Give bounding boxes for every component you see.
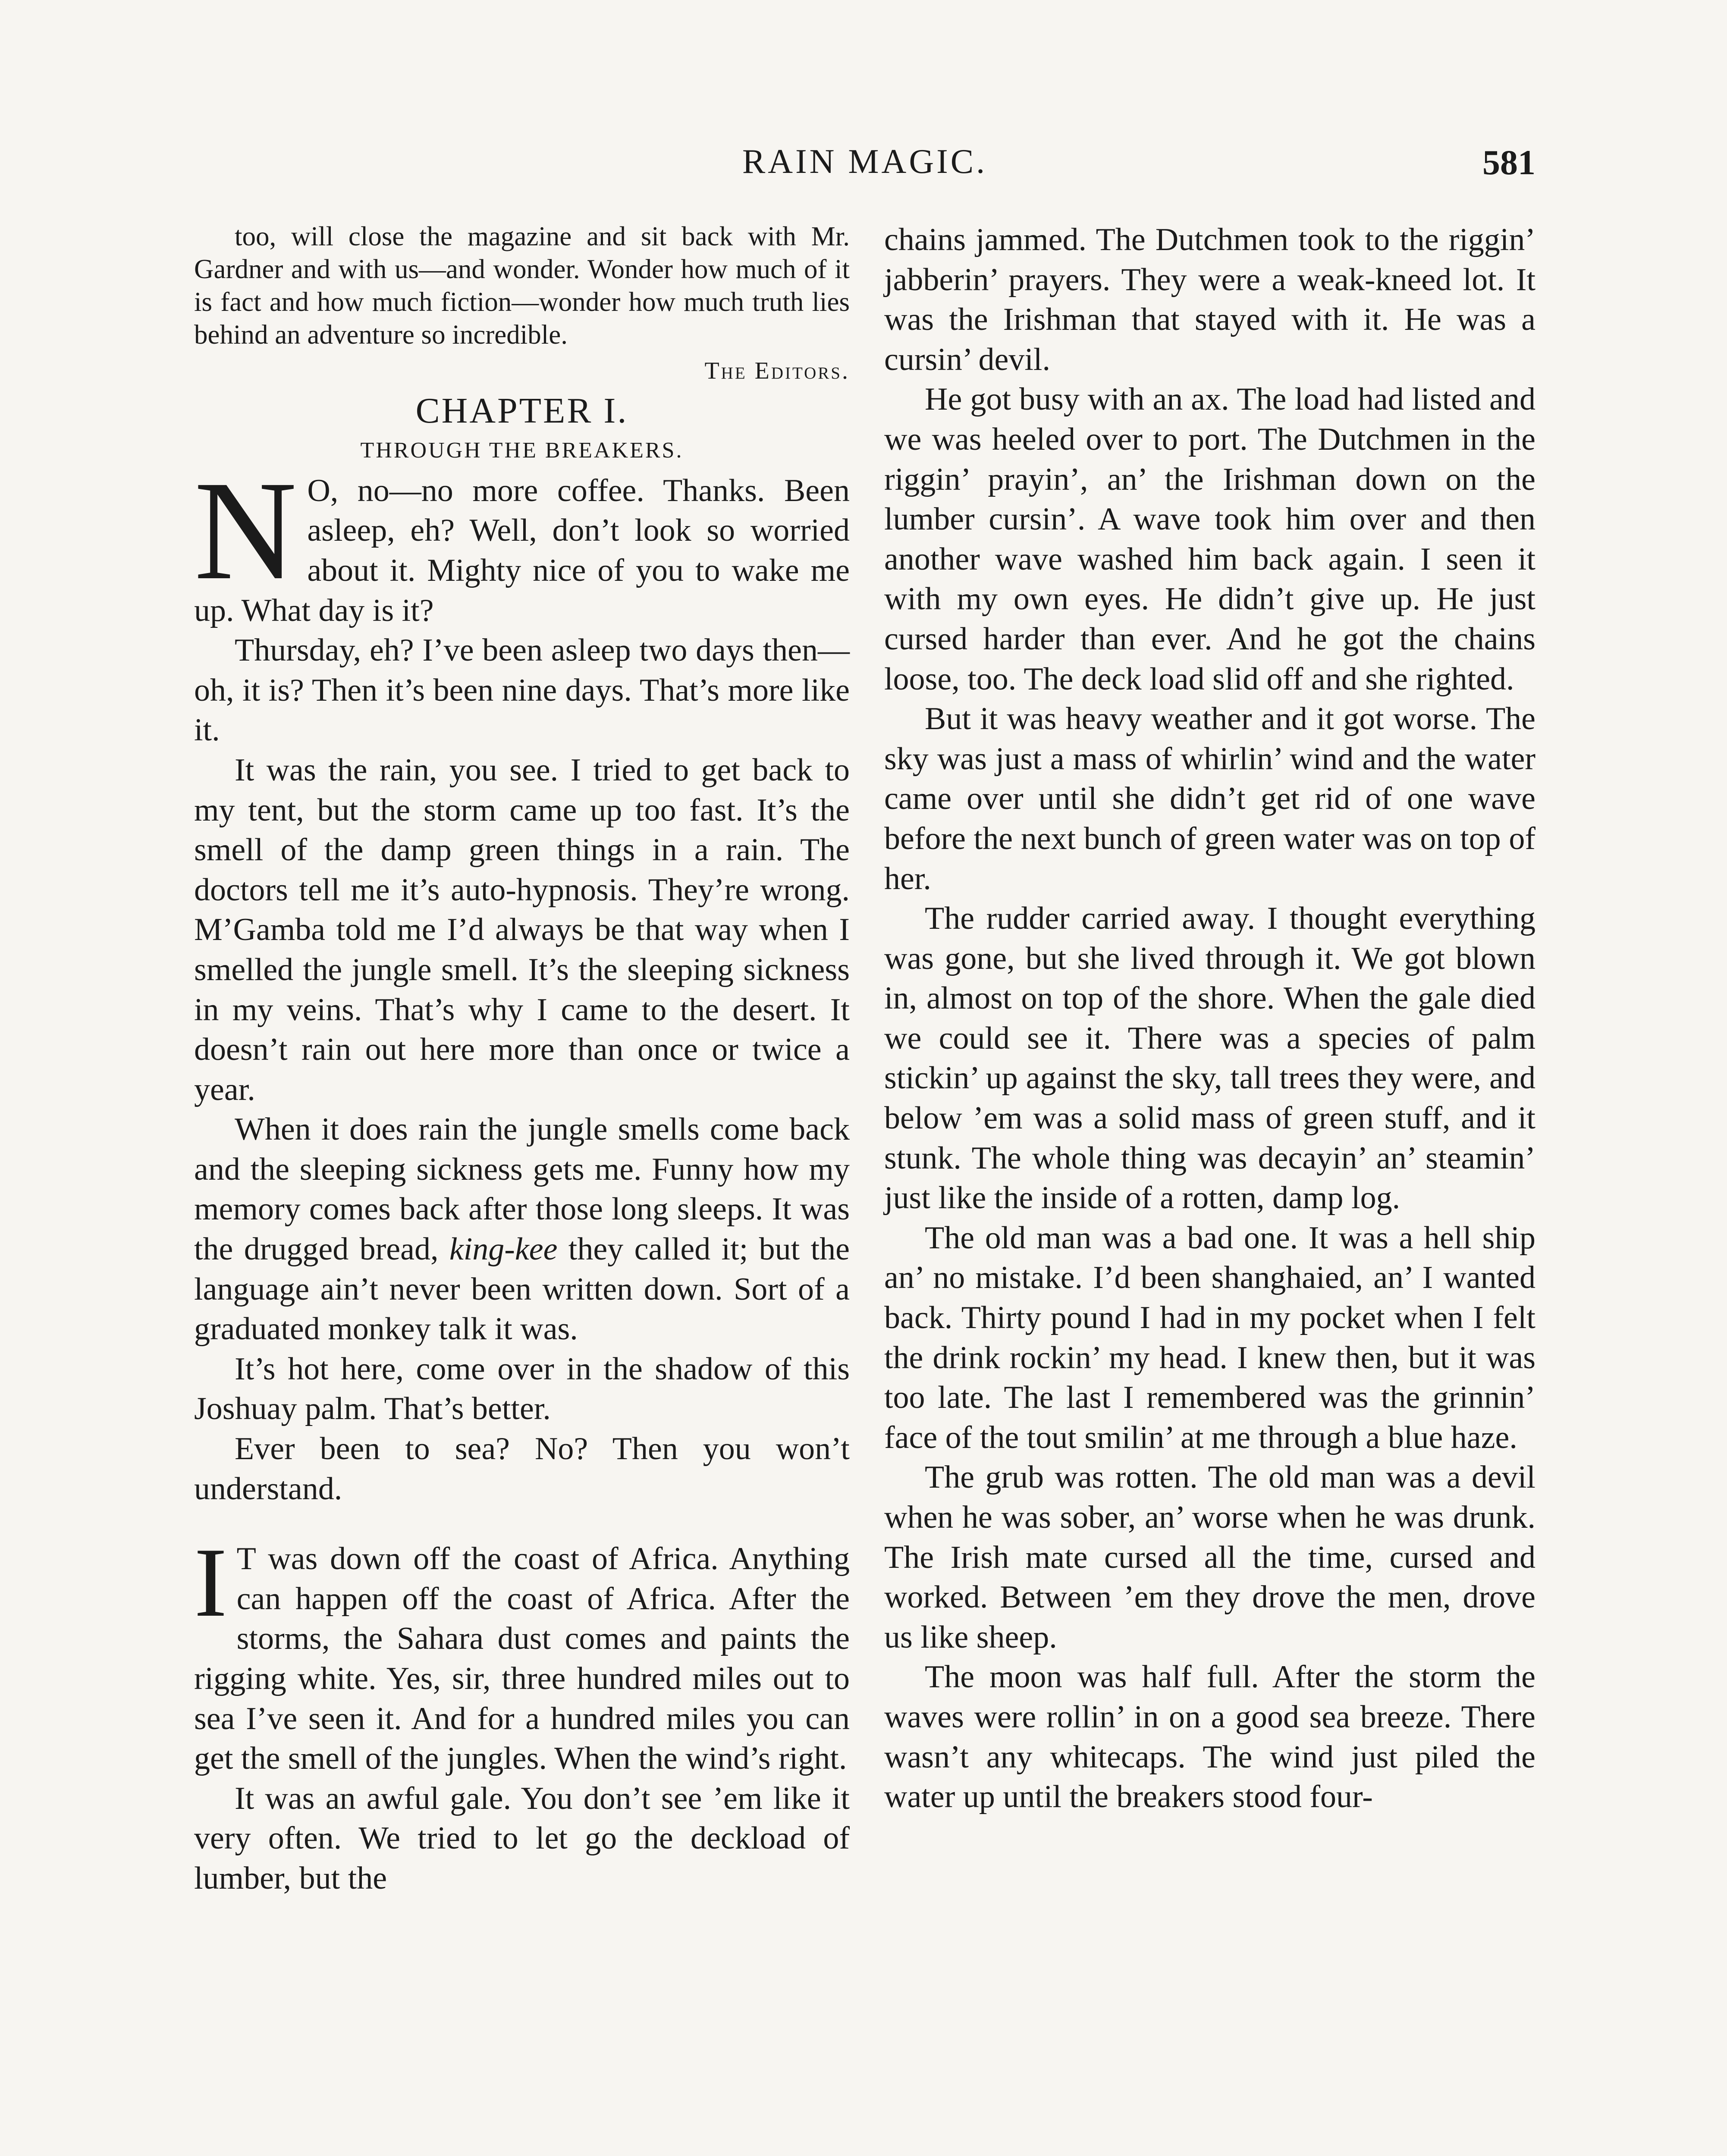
right-column	[884, 220, 1535, 1817]
paragraph-text: they called it; but the language ain’t never been written down. Sort of a graduated monkey talk it was.	[194, 1232, 850, 1347]
paragraph: chains jammed. The Dutchmen took to the riggin’ jabberin’ prayers. They were a weak-kneed lot. It was the Irishman that stayed with it. He was a cursin’ devil.	[884, 222, 1535, 377]
chapter-heading: CHAPTER I.	[415, 390, 628, 431]
paragraph	[194, 1109, 850, 1349]
section-break	[194, 1509, 850, 1539]
paragraph: The rudder carried away. I thought everything was gone, but she lived through it. We got blown in, almost on top of the shore. When the gale died we could see it. There was a species of palm stickin’ up against the sky, tall trees they were, and below ’em was a solid mass of green stuff, and it stunk. The whole thing was decayin’ an’ steamin’ just like the inside of a rotten, damp log.	[884, 901, 1535, 1216]
italic-term: king-kee	[449, 1232, 558, 1267]
paragraph: Ever been to sea? No? Then you won’t understand.	[194, 1431, 850, 1507]
paragraph	[194, 451, 850, 630]
running-title: RAIN MAGIC.	[742, 143, 988, 181]
drop-cap: I	[194, 1527, 227, 1638]
paragraph: It’s hot here, come over in the shadow of this Joshuay palm. That’s better.	[194, 1351, 850, 1427]
paragraph: The old man was a bad one. It was a hell ship an’ no mistake. I’d been shanghaied, an’ I wanted back. Thirty pound I had in my pocket when I felt the drink rockin’ my head. I knew then, but it was too late. The last I remembered was the grinnin’ face of the tout smilin’ at me through a blue haze.	[884, 1220, 1535, 1455]
paragraph: The moon was half full. After the storm the waves were rollin’ in on a good sea breeze. There wasn’t any whitecaps. The wind just piled the water up until the breakers stood four-	[884, 1659, 1535, 1815]
editors-note: too, will close the magazine and sit back with Mr. Gardner and with us—and wonder. Wonder how much of it is fact and how much fiction—wonder how much truth lies behind an adventure so incredible.	[194, 221, 850, 350]
paragraph: Thursday, eh? I’ve been asleep two days then—oh, it is? Then it’s been nine days. That’s more like it.	[194, 633, 850, 748]
running-header	[194, 142, 1535, 190]
drop-cap: N	[194, 451, 297, 609]
chapter-subtitle: THROUGH THE BREAKERS.	[360, 438, 684, 463]
paragraph: He got busy with an ax. The load had listed and we was heeled over to port. The Dutchmen in the riggin’ prayin’, an’ the Irishman down on the lumber cursin’. A wave took him over and then another wave washed him back again. I seen it with my own eyes. He didn’t give up. He just cursed harder than ever. And he got the chains loose, too. The deck load slid off and she righted.	[884, 382, 1535, 697]
paragraph: It was an awful gale. You don’t see ’em like it very often. We tried to let go the deckload of lumber, but the	[194, 1780, 850, 1896]
paragraph-text: O, no—no more coffee. Thanks. Been asleep, eh? Well, don’t look so worried about it. Mighty nice of you to wake me up. What day is it?	[194, 473, 850, 628]
paragraph: The grub was rotten. The old man was a devil when he was sober, an’ worse when he was drunk. The Irish mate cursed all the time, cursed and worked. Between ’em they drove the men, drove us like sheep.	[884, 1460, 1535, 1655]
paragraph: It was the rain, you see. I tried to get back to my tent, but the storm came up too fast. It’s the smell of the damp green things in a rain. The doctors tell me it’s auto-hypnosis. They’re wrong. M’Gamba told me I’d always be that way when I smelled the jungle smell. It’s the sleeping sickness in my veins. That’s why I came to the desert. It doesn’t rain out here more than once or twice a year.	[194, 752, 850, 1107]
editors-signature: The Editors.	[704, 357, 850, 384]
paragraph-text: T was down off the coast of Africa. Anything can happen off the coast of Africa. After the storms, the Sahara dust comes and paints the rigging white. Yes, sir, three hundred miles out to sea I’ve seen it. And for a hundred miles you can get the smell of the jungles. When the wind’s right.	[194, 1541, 850, 1777]
paragraph-text: When it does rain the jungle smells come back and the sleeping sickness gets me. Funny how my memory comes back after those long sleeps. It was the drugged bread,	[194, 1112, 850, 1267]
page-number: 581	[1482, 143, 1535, 182]
left-column	[194, 220, 850, 1899]
paragraph: But it was heavy weather and it got worse. The sky was just a mass of whirlin’ wind and the water came over until she didn’t get rid of one wave before the next bunch of green water was on top of her.	[884, 701, 1535, 896]
paragraph	[194, 1527, 850, 1779]
